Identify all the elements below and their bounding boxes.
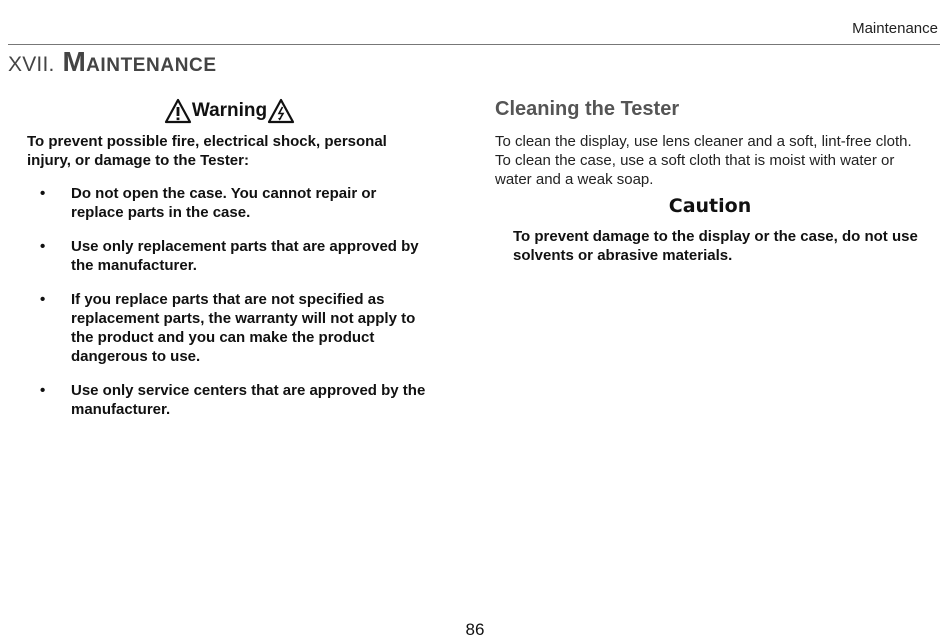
cleaning-heading: Cleaning the Tester [495,98,680,120]
list-item [27,184,432,222]
section-number: XVII. [8,53,55,76]
list-item [27,290,432,366]
warning-block [27,96,432,434]
list-item-text: Do not open the case. You cannot repair or replace parts in the case. [71,185,377,221]
high-voltage-triangle-icon [267,98,295,124]
bullet: • [40,185,46,202]
list-item-text: If you replace parts that are not specified as replacement parts, the warranty will not apply to the product and you can make the product dangerous to use. [71,291,416,365]
list-item-text: Use only replacement parts that are approved by the manufacturer. [71,238,419,274]
list-item [27,381,432,419]
bullet: • [40,238,46,255]
list-item [27,237,432,275]
cleaning-block [495,98,925,265]
caution-text: To prevent damage to the display or the case, do not use solvents or abrasive materials. [513,228,918,264]
warning-title: Warning [191,100,268,121]
section-title-initial: M [62,46,87,77]
caution-heading: Caution [668,195,752,217]
exclamation-triangle-icon [164,98,192,124]
section-title [8,46,217,78]
section-title-rest: AINTENANCE [86,55,217,76]
warning-list [27,184,432,419]
bullet: • [40,382,46,399]
page-number: 86 [465,620,485,639]
header-rule [8,44,940,45]
running-header: Maintenance [852,20,938,37]
warning-heading [27,96,432,126]
warning-intro: To prevent possible fire, electrical shock, personal injury, or damage to the Tester: [27,133,387,169]
cleaning-body: To clean the display, use lens cleaner and a soft, lint-free cloth. To clean the case, use a soft cloth that is moist with water or water and a weak soap. [495,133,912,188]
bullet: • [40,291,46,308]
list-item-text: Use only service centers that are approved by the manufacturer. [71,382,426,418]
